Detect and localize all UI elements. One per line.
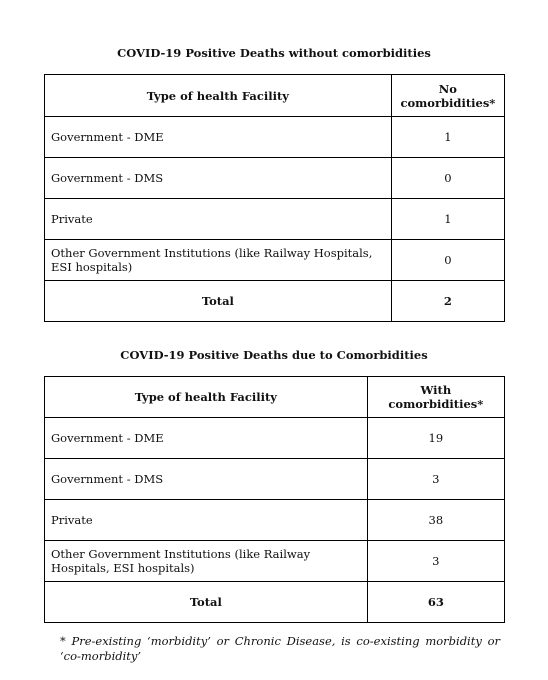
facility-cell: Government - DME [45, 418, 368, 459]
table2-title: COVID-19 Positive Deaths due to Comorbidities [120, 348, 428, 362]
count-cell: 19 [367, 418, 504, 459]
facility-column-header: Type of health Facility [45, 377, 368, 418]
table-row [45, 541, 505, 582]
count-cell: 38 [367, 500, 504, 541]
deaths-with-comorbidities-table [44, 376, 505, 623]
total-row [45, 281, 505, 322]
count-cell: 0 [391, 240, 504, 281]
table-header-row [45, 377, 505, 418]
count-cell: 0 [391, 158, 504, 199]
table-row [45, 199, 505, 240]
count-cell: 1 [391, 199, 504, 240]
facility-cell: Government - DMS [45, 459, 368, 500]
table-header-row [45, 75, 505, 117]
table-row [45, 240, 505, 281]
facility-cell: Private [45, 500, 368, 541]
table1-title: COVID-19 Positive Deaths without comorbidities [117, 46, 431, 60]
count-cell: 3 [367, 541, 504, 582]
total-label: Total [45, 281, 392, 322]
total-row [45, 582, 505, 623]
facility-cell: Other Government Institutions (like Railway Hospitals, ESI hospitals) [45, 541, 368, 582]
total-count: 63 [367, 582, 504, 623]
table-row [45, 117, 505, 158]
total-count: 2 [391, 281, 504, 322]
count-cell: 1 [391, 117, 504, 158]
table-row [45, 500, 505, 541]
facility-cell: Government - DMS [45, 158, 392, 199]
facility-column-header: Type of health Facility [45, 75, 392, 117]
total-label: Total [45, 582, 368, 623]
table-row [45, 418, 505, 459]
facility-cell: Private [45, 199, 392, 240]
count-cell: 3 [367, 459, 504, 500]
table-row [45, 459, 505, 500]
facility-cell: Government - DME [45, 117, 392, 158]
footnote: * Pre-existing ‘morbidity’ or Chronic Disease, is co-existing morbidity or ‘co-morbidity’ [60, 634, 500, 663]
table-row [45, 158, 505, 199]
deaths-without-comorbidities-table [44, 74, 505, 322]
facility-cell: Other Government Institutions (like Railway Hospitals, ESI hospitals) [45, 240, 392, 281]
count-column-header: With comorbidities* [367, 377, 504, 418]
count-column-header: No comorbidities* [391, 75, 504, 117]
